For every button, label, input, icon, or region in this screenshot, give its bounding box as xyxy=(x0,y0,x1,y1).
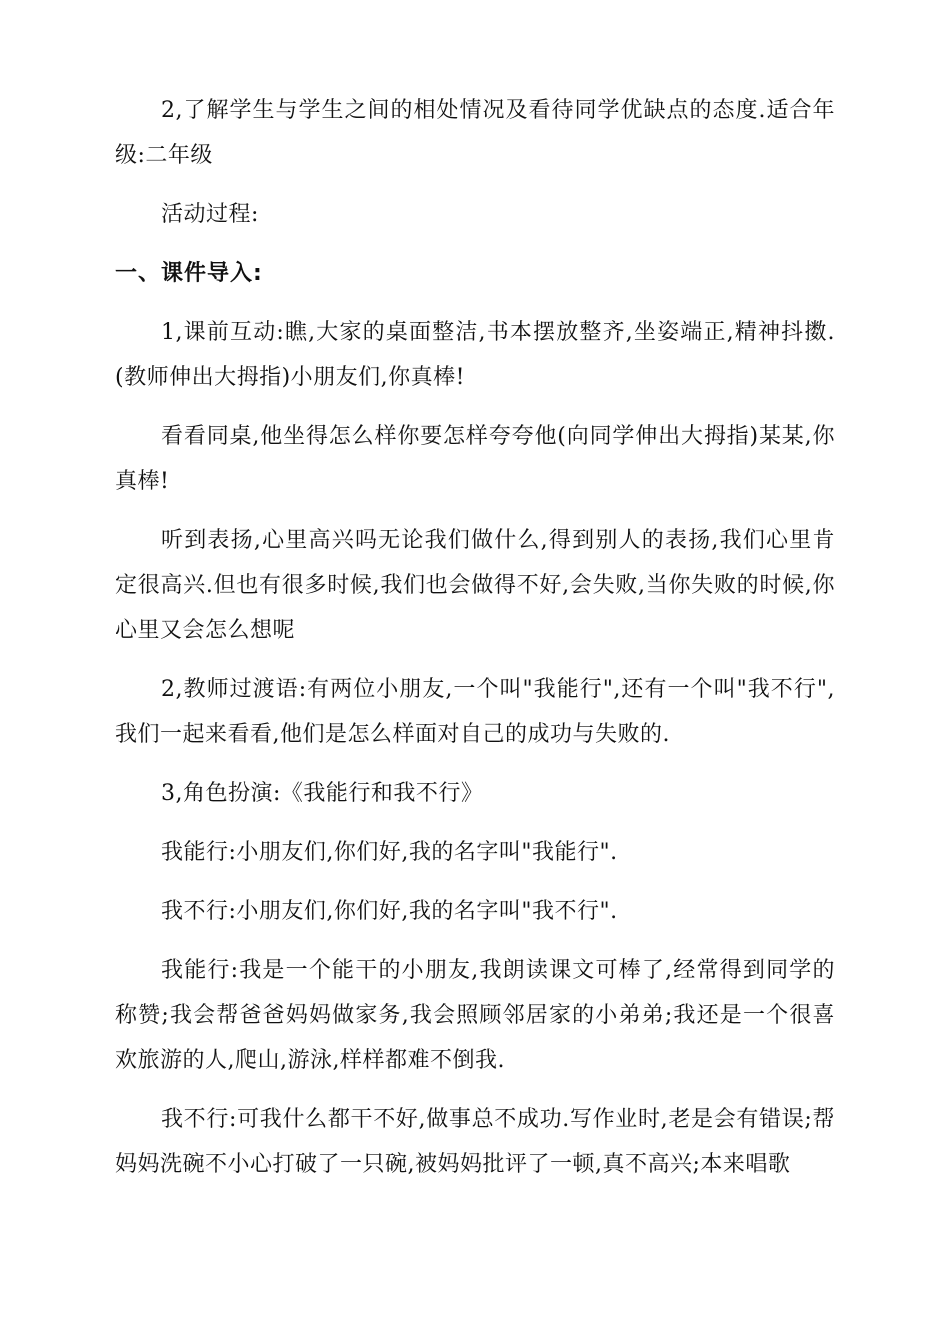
paragraph-praise-deskmate: 看看同桌,他坐得怎么样你要怎样夸夸他(向同学伸出大拇指)某某,你真棒! xyxy=(115,424,835,494)
paragraph-role-play-title: 3,角色扮演:《我能行和我不行》 xyxy=(161,781,484,806)
paragraph-teacher-transition: 2,教师过渡语:有两位小朋友,一个叫"我能行",还有一个叫"我不行",我们一起来看看,他们是怎么样面对自己的成功与失败的. xyxy=(115,677,835,747)
paragraph-pre-class-interaction: 1,课前互动:瞧,大家的桌面整洁,书本摆放整齐,坐姿端正,精神抖擞.(教师伸出大拇指)小朋友们,你真棒! xyxy=(115,320,835,390)
paragraph-dialogue-cannot-intro: 我不行:小朋友们,你们好,我的名字叫"我不行". xyxy=(161,899,618,924)
section-heading: 一、课件导入: xyxy=(115,261,263,286)
paragraph-objective-2: 2,了解学生与学生之间的相处情况及看待同学优缺点的态度.适合年级:二年级 xyxy=(115,98,835,168)
paragraph-praise-feeling: 听到表扬,心里高兴吗无论我们做什么,得到别人的表扬,我们心里肯定很高兴.但也有很多时候,我们也会做得不好,会失败,当你失败的时候,你心里又会怎么想呢 xyxy=(115,528,835,643)
document-body xyxy=(115,88,835,1201)
paragraph-dialogue-can-do-detail: 我能行:我是一个能干的小朋友,我朗读课文可棒了,经常得到同学的称赞;我会帮爸爸妈妈做家务,我会照顾邻居家的小弟弟;我还是一个很喜欢旅游的人,爬山,游泳,样样都难不倒我. xyxy=(115,958,835,1073)
paragraph-dialogue-can-do-intro: 我能行:小朋友们,你们好,我的名字叫"我能行". xyxy=(161,840,618,865)
paragraph-dialogue-cannot-detail: 我不行:可我什么都干不好,做事总不成功.写作业时,老是会有错误;帮妈妈洗碗不小心打破了一只碗,被妈妈批评了一顿,真不高兴;本来唱歌 xyxy=(115,1107,835,1177)
paragraph-activity-process: 活动过程: xyxy=(161,202,259,227)
